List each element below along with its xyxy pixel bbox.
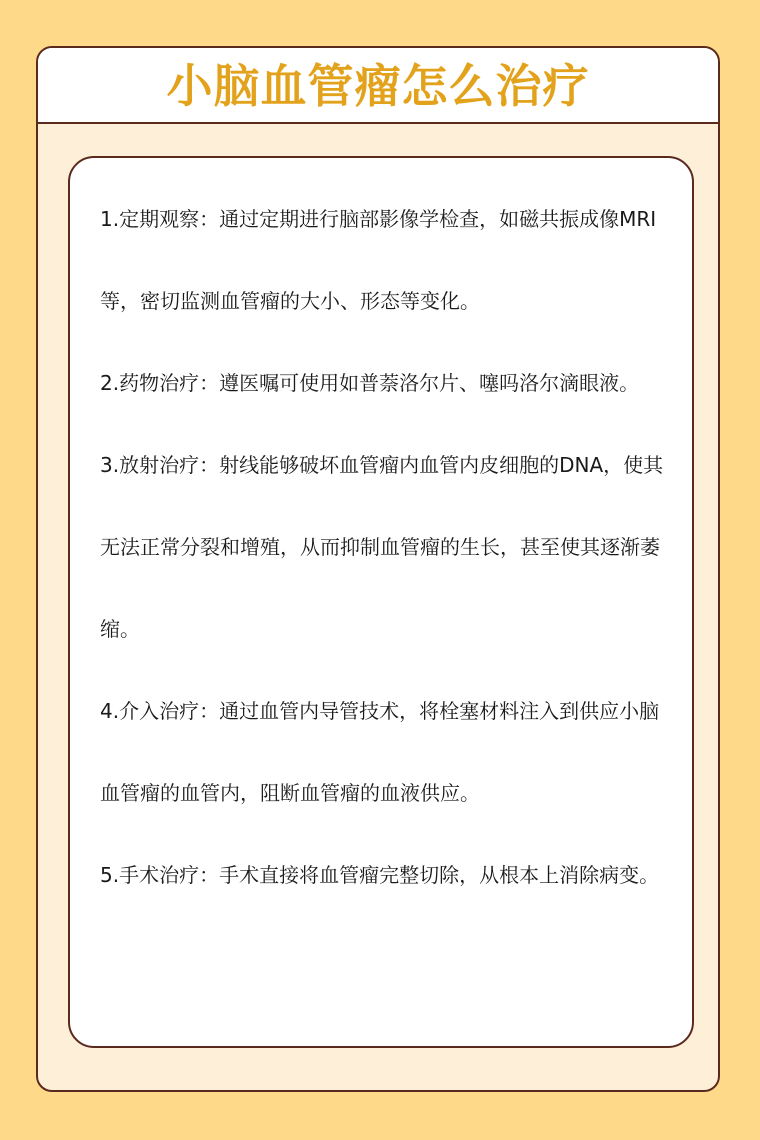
treatment-item-surgery: 5.手术治疗：手术直接将血管瘤完整切除，从根本上消除病变。 [100,863,660,887]
content-card [68,156,694,1048]
title-bar [38,48,718,124]
treatment-item-interventional: 4.介入治疗：通过血管内导管技术，将栓塞材料注入到供应小脑血管瘤的血管内，阻断血管瘤的血液供应。 [100,699,660,805]
page-title: 小脑血管瘤怎么治疗 [166,59,590,113]
treatment-item-observation: 1.定期观察：通过定期进行脑部影像学检查，如磁共振成像MRI等，密切监测血管瘤的大小、形态等变化。 [100,207,657,313]
treatment-item-radiation: 3.放射治疗：射线能够破坏血管瘤内血管内皮细胞的DNA，使其无法正常分裂和增殖，从而抑制血管瘤的生长，甚至使其逐渐萎缩。 [100,453,664,641]
treatment-list [100,178,672,916]
treatment-item-medication: 2.药物治疗：遵医嘱可使用如普萘洛尔片、噻吗洛尔滴眼液。 [100,371,640,395]
